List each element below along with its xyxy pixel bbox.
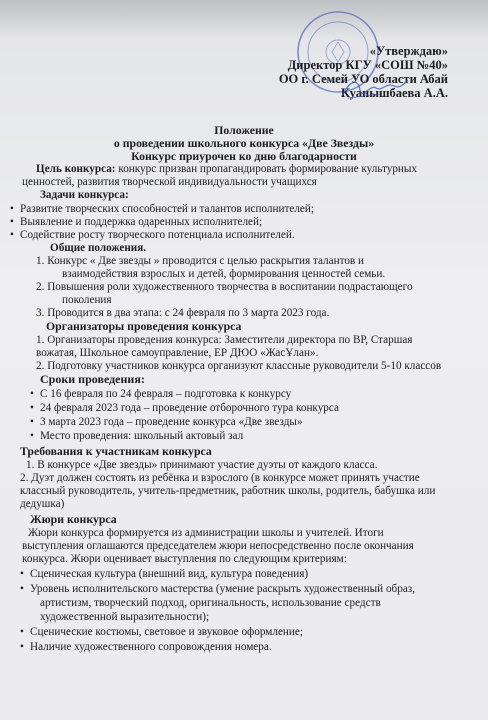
criteria-item: • Сценические костюмы, световое и звуковое оформление; (30, 626, 303, 639)
organizers-line-2: вожатая, Школьное самоуправление, ЕР ДЮО «ЖасҰлан». (36, 347, 319, 359)
goal-text-1: конкурс призван пропагандировать формирование культурных (115, 163, 418, 175)
criteria-item-cont: художественной выразительности); (40, 611, 210, 623)
general-line-4: поколения (62, 294, 112, 306)
date-item: • 24 февраля 2023 года – проведение отборочного тура конкурса (40, 402, 339, 415)
tasks-heading: Задачи конкурса: (40, 189, 129, 201)
requirements-line-1: 1. В конкурсе «Две звезды» принимают участие дуэты от каждого класса. (26, 459, 378, 471)
organizers-heading: Организаторы проведения конкурса (46, 319, 242, 333)
general-line-5: 3. Проводится в два этапа: с 24 февраля по 3 марта 2023 года. (36, 307, 330, 319)
general-line-3: 2. Повышения роли художественного творчества в воспитании подрастающего (36, 281, 413, 293)
approval-line-3: ОО г. Семей УО области Абай (278, 72, 448, 86)
title-line-1: Положение (214, 123, 274, 137)
goal-label: Цель конкурса: (36, 163, 116, 175)
director-signature (340, 74, 410, 104)
scan-shadow (0, 0, 488, 40)
organizers-line-1: 1. Организаторы проведения конкурса: Заместители директора по ВР, Старшая (36, 334, 413, 346)
goal-line-2: ценностей, развития творческой индивидуальности учащихся (22, 176, 317, 188)
approval-line-1: «Утверждаю» (369, 44, 448, 58)
general-heading: Общие положения. (50, 242, 147, 254)
requirements-line-2: 2. Дуэт должен состоять из ребёнка и взрослого (в конкурсе может принять участие (20, 472, 420, 484)
jury-heading: Жюри конкурса (30, 512, 117, 526)
goal-line-1 (36, 163, 417, 176)
task-item: • Выявление и поддержка одаренных исполнителей; (20, 216, 262, 229)
criteria-item: • Сценическая культура (внешний вид, культура поведения) (30, 568, 308, 581)
date-item: • 3 марта 2023 года – проведение конкурса «Две звезды» (40, 416, 303, 429)
approval-line-4: Куанышбаева А.А. (340, 86, 448, 100)
organizers-line-3: 2. Подготовку участников конкурса организуют классные руководители 5-10 классов (36, 360, 442, 372)
approval-line-2: Директор КГУ «СОШ №40» (287, 58, 448, 72)
criteria-item: • Уровень исполнительского мастерства (умение раскрыть художественный образ, (30, 583, 415, 596)
requirements-line-4: дедушка) (20, 498, 65, 510)
criteria-item: • Наличие художественного сопровождения номера. (30, 641, 272, 654)
title-line-3: Конкурс приурочен ко дню благодарности (131, 149, 357, 163)
dates-heading: Сроки проведения: (40, 372, 145, 386)
date-item: • Место проведения: школьный актовый зал (40, 430, 243, 443)
task-item: • Содействие росту творческого потенциала исполнителей. (20, 229, 295, 242)
requirements-heading: Требования к участникам конкурса (20, 444, 212, 458)
task-item: • Развитие творческих способностей и талантов исполнителей; (20, 203, 314, 216)
criteria-item-cont: артистизм, творческий подход, оригинальность, использование средств (40, 597, 381, 609)
jury-line-3: конкурса. Жюри оценивает выступления по следующим критериям: (22, 553, 347, 565)
jury-line-1: Жюри конкурса формируется из администрации школы и учителей. Итоги (28, 527, 384, 539)
requirements-line-3: классный руководитель, учитель-предметник, работник школы, родитель, бабушка или (20, 485, 436, 497)
general-line-1: 1. Конкурс « Две звезды » проводится с целью раскрытия талантов и (36, 255, 364, 267)
title-line-2: о проведении школьного конкурса «Две Звезды» (113, 136, 375, 150)
date-item: • С 16 февраля по 24 февраля – подготовка к конкурсу (40, 388, 291, 401)
jury-line-2: выступления оглашаются председателем жюри непосредственно после окончания (22, 540, 414, 552)
general-line-2: взаимодействия взрослых и детей, формирования ценностей семьи. (62, 268, 386, 280)
